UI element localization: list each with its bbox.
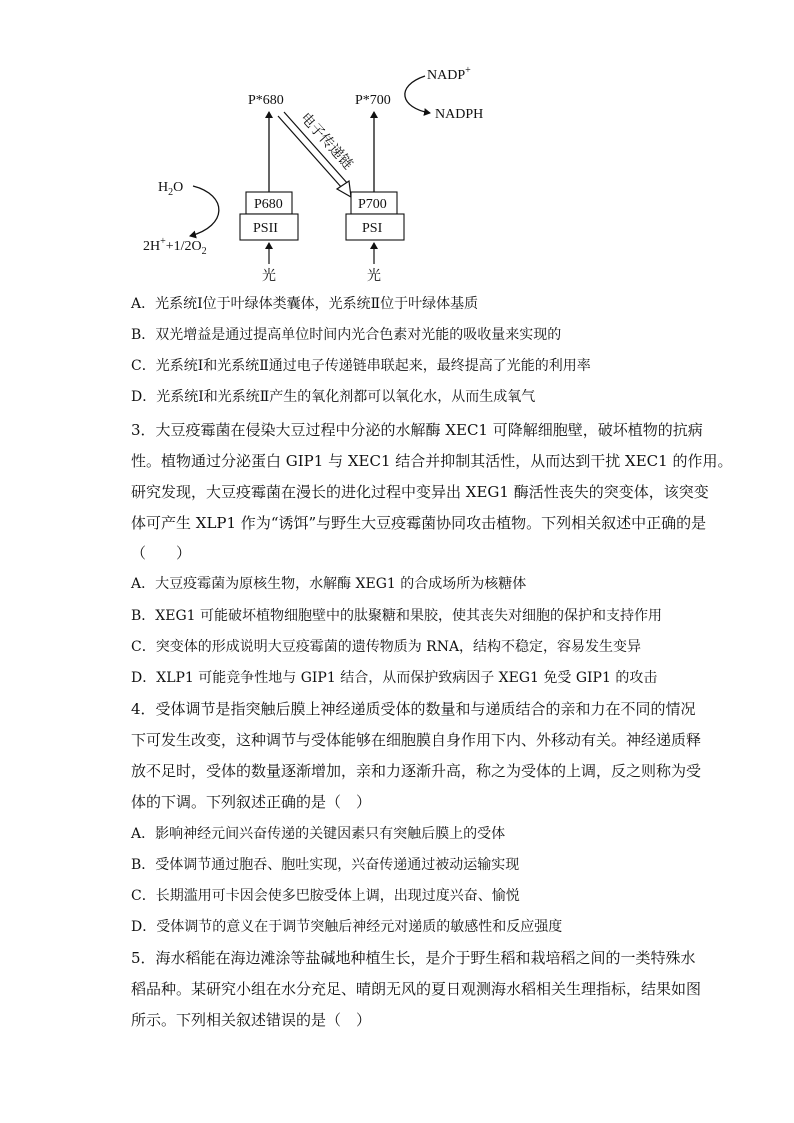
q3-stem-line-2: 性。植物通过分泌蛋白 GIP1 与 XEC1 结合并抑制其活性，从而达到干扰 XEC1 的作用。 bbox=[131, 452, 733, 470]
q5-stem-line-1: 5．海水稻能在海边滩涂等盐碱地种植生长，是介于野生稻和栽培稻之间的一类特殊水 bbox=[131, 949, 696, 967]
nadp-label: NADP+ bbox=[427, 65, 471, 83]
psii-label: PSII bbox=[253, 221, 278, 236]
q3-option-b: B．XEG1 可能破坏植物细胞壁中的肽聚糖和果胶，使其丧失对细胞的保护和支持作用 bbox=[131, 608, 663, 624]
q2-option-b: B．双光增益是通过提高单位时间内光合色素对光能的吸收量来实现的 bbox=[131, 327, 562, 343]
p700-excited-label: P*700 bbox=[355, 93, 391, 108]
p680-label: P680 bbox=[254, 197, 283, 212]
q5-stem-line-2: 稻品种。某研究小组在水分充足、晴朗无风的夏日观测海水稻相关生理指标，结果如图 bbox=[131, 980, 702, 998]
water-products-label: $2H^++1/2O_2$ bbox=[143, 236, 207, 257]
q4-stem-line-1: 4．受体调节是指突触后膜上神经递质受体的数量和与递质结合的亲和力在不同的情况 bbox=[131, 700, 696, 718]
q3-stem-line-4: 体可产生 XLP1 作为“诱饵”与野生大豆疫霉菌协同攻击植物。下列相关叙述中正确的是 bbox=[131, 514, 707, 532]
q3-answer-blank: （ ） bbox=[131, 544, 192, 562]
q4-stem-line-3: 放不足时，受体的数量逐渐增加，亲和力逐渐升高，称之为受体的上调，反之则称为受 bbox=[131, 762, 702, 780]
q3-stem-line-3: 研究发现，大豆疫霉菌在漫长的进化过程中变异出 XEG1 酶活性丧失的突变体，该突变 bbox=[131, 483, 709, 501]
q3-stem-line-1: 3．大豆疫霉菌在侵染大豆过程中分泌的水解酶 XEC1 可降解细胞壁，破坏植物的抗病 bbox=[131, 421, 703, 439]
nadph-label: NADPH bbox=[435, 107, 484, 122]
q5-stem-line-3: 所示。下列相关叙述错误的是（ ） bbox=[131, 1011, 372, 1029]
q2-option-d: D．光系统Ⅰ和光系统Ⅱ产生的氧化剂都可以氧化水，从而生成氧气 bbox=[131, 389, 536, 405]
q4-option-d: D．受体调节的意义在于调节突触后神经元对递质的敏感性和反应强度 bbox=[131, 919, 563, 935]
water-label: $H_2O$ bbox=[158, 180, 184, 198]
q2-option-c: C．光系统Ⅰ和光系统Ⅱ通过电子传递链串联起来，最终提高了光能的利用率 bbox=[131, 358, 591, 374]
etc-label: 电子传递链 bbox=[297, 110, 356, 173]
light-label-left: 光 bbox=[262, 269, 276, 284]
light-label-right: 光 bbox=[367, 269, 381, 284]
p700-label: P700 bbox=[358, 197, 387, 212]
p680-excited-label: P*680 bbox=[248, 93, 284, 108]
q4-option-b: B．受体调节通过胞吞、胞吐实现，兴奋传递通过被动运输实现 bbox=[131, 857, 520, 873]
q4-stem-line-4: 体的下调。下列叙述正确的是（ ） bbox=[131, 793, 372, 811]
water-splitting-arrow bbox=[190, 186, 219, 236]
photosystem-diagram bbox=[0, 0, 794, 300]
q3-option-d: D．XLP1 可能竞争性地与 GIP1 结合，从而保护致病因子 XEG1 免受 GIP1 的攻击 bbox=[131, 670, 658, 686]
psi-label: PSI bbox=[362, 221, 383, 236]
q4-option-c: C．长期滥用可卡因会使多巴胺受体上调，出现过度兴奋、愉悦 bbox=[131, 888, 520, 904]
q3-option-c: C．突变体的形成说明大豆疫霉菌的遗传物质为 RNA，结构不稳定，容易发生变异 bbox=[131, 639, 642, 655]
q3-option-a: A．大豆疫霉菌为原核生物，水解酶 XEG1 的合成场所为核糖体 bbox=[131, 576, 527, 592]
q4-option-a: A．影响神经元间兴奋传递的关键因素只有突触后膜上的受体 bbox=[131, 826, 506, 842]
q4-stem-line-2: 下可发生改变，这种调节与受体能够在细胞膜自身作用下内、外移动有关。神经递质释 bbox=[131, 731, 702, 749]
q2-option-a: A．光系统Ⅰ位于叶绿体类囊体，光系统Ⅱ位于叶绿体基质 bbox=[131, 296, 479, 312]
